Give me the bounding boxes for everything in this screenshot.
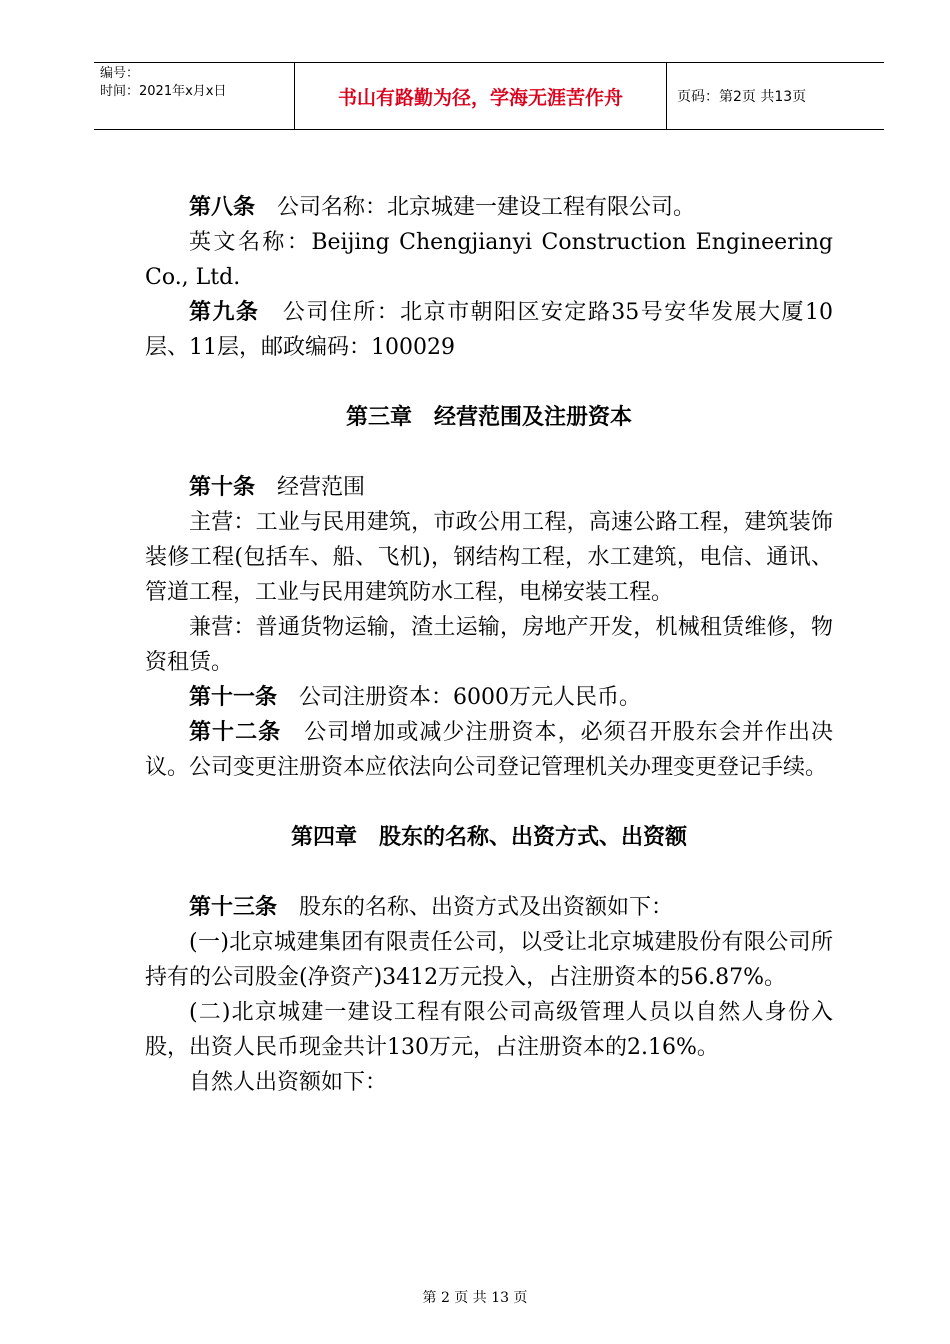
header-motto: 书山有路勤为径，学海无涯苦作舟: [295, 63, 667, 129]
article-8: [145, 190, 833, 225]
article-11-title: 第十一条: [189, 685, 278, 710]
article-13-text: 股东的名称、出资方式及出资额如下：: [299, 895, 674, 920]
article-13-item-1: (一)北京城建集团有限责任公司，以受让北京城建股份有限公司所持有的公司股金(净资产)3412万元投入，占注册资本的56.87%。: [145, 930, 833, 990]
article-10-title: 第十条: [189, 475, 256, 500]
document-number-label: 编号：: [100, 66, 140, 81]
article-13-title: 第十三条: [189, 895, 278, 920]
article-9: [145, 295, 833, 365]
article-10-text: 经营范围: [277, 475, 366, 500]
article-11-text: 公司注册资本：6000万元人民币。: [299, 685, 642, 710]
article-13-item-2: (二)北京城建一建设工程有限公司高级管理人员以自然人身份入股，出资人民币现金共计130万元，占注册资本的2.16%。: [145, 1000, 833, 1060]
article-12: [145, 715, 833, 785]
article-12-text: 公司增加或减少注册资本，必须召开股东会并作出决议。公司变更注册资本应依法向公司登记管理机关办理变更登记手续。: [145, 720, 833, 780]
article-8-title: 第八条: [189, 195, 256, 220]
article-9-text: 公司住所：北京市朝阳区安定路35号安华发展大厦10层、11层，邮政编码：100029: [145, 300, 833, 360]
article-10: [145, 470, 833, 505]
article-13-natural-persons: 自然人出资额如下：: [189, 1070, 388, 1095]
article-10-side-business: 兼营：普通货物运输，渣土运输，房地产开发，机械租赁维修，物资租赁。: [145, 615, 833, 675]
article-12-title: 第十二条: [189, 720, 282, 745]
chapter-4-heading: 第四章 股东的名称、出资方式、出资额: [290, 825, 687, 850]
document-time-label: 时间：2021年x月x日: [100, 84, 227, 99]
page-header: [94, 62, 884, 130]
header-meta: [94, 63, 295, 129]
chapter-3-heading: 第三章 经营范围及注册资本: [345, 405, 632, 430]
article-8-text: 公司名称：北京城建一建设工程有限公司。: [277, 195, 696, 220]
article-11: [145, 680, 833, 715]
article-13: [145, 890, 833, 925]
article-10-main-business: 主营：工业与民用建筑，市政公用工程，高速公路工程，建筑装饰装修工程(包括车、船、飞机)，钢结构工程，水工建筑，电信、通讯、管道工程，工业与民用建筑防水工程，电梯安装工程。: [145, 510, 833, 605]
article-8-english-name: 英文名称：Beijing Chengjianyi Construction Engineering Co., Ltd.: [145, 230, 833, 290]
article-9-title: 第九条: [189, 300, 260, 325]
document-body: [145, 190, 833, 1100]
header-page-info: 页码：第2页 共13页: [677, 89, 807, 105]
page-footer: 第 2 页 共 13 页: [422, 1290, 528, 1306]
